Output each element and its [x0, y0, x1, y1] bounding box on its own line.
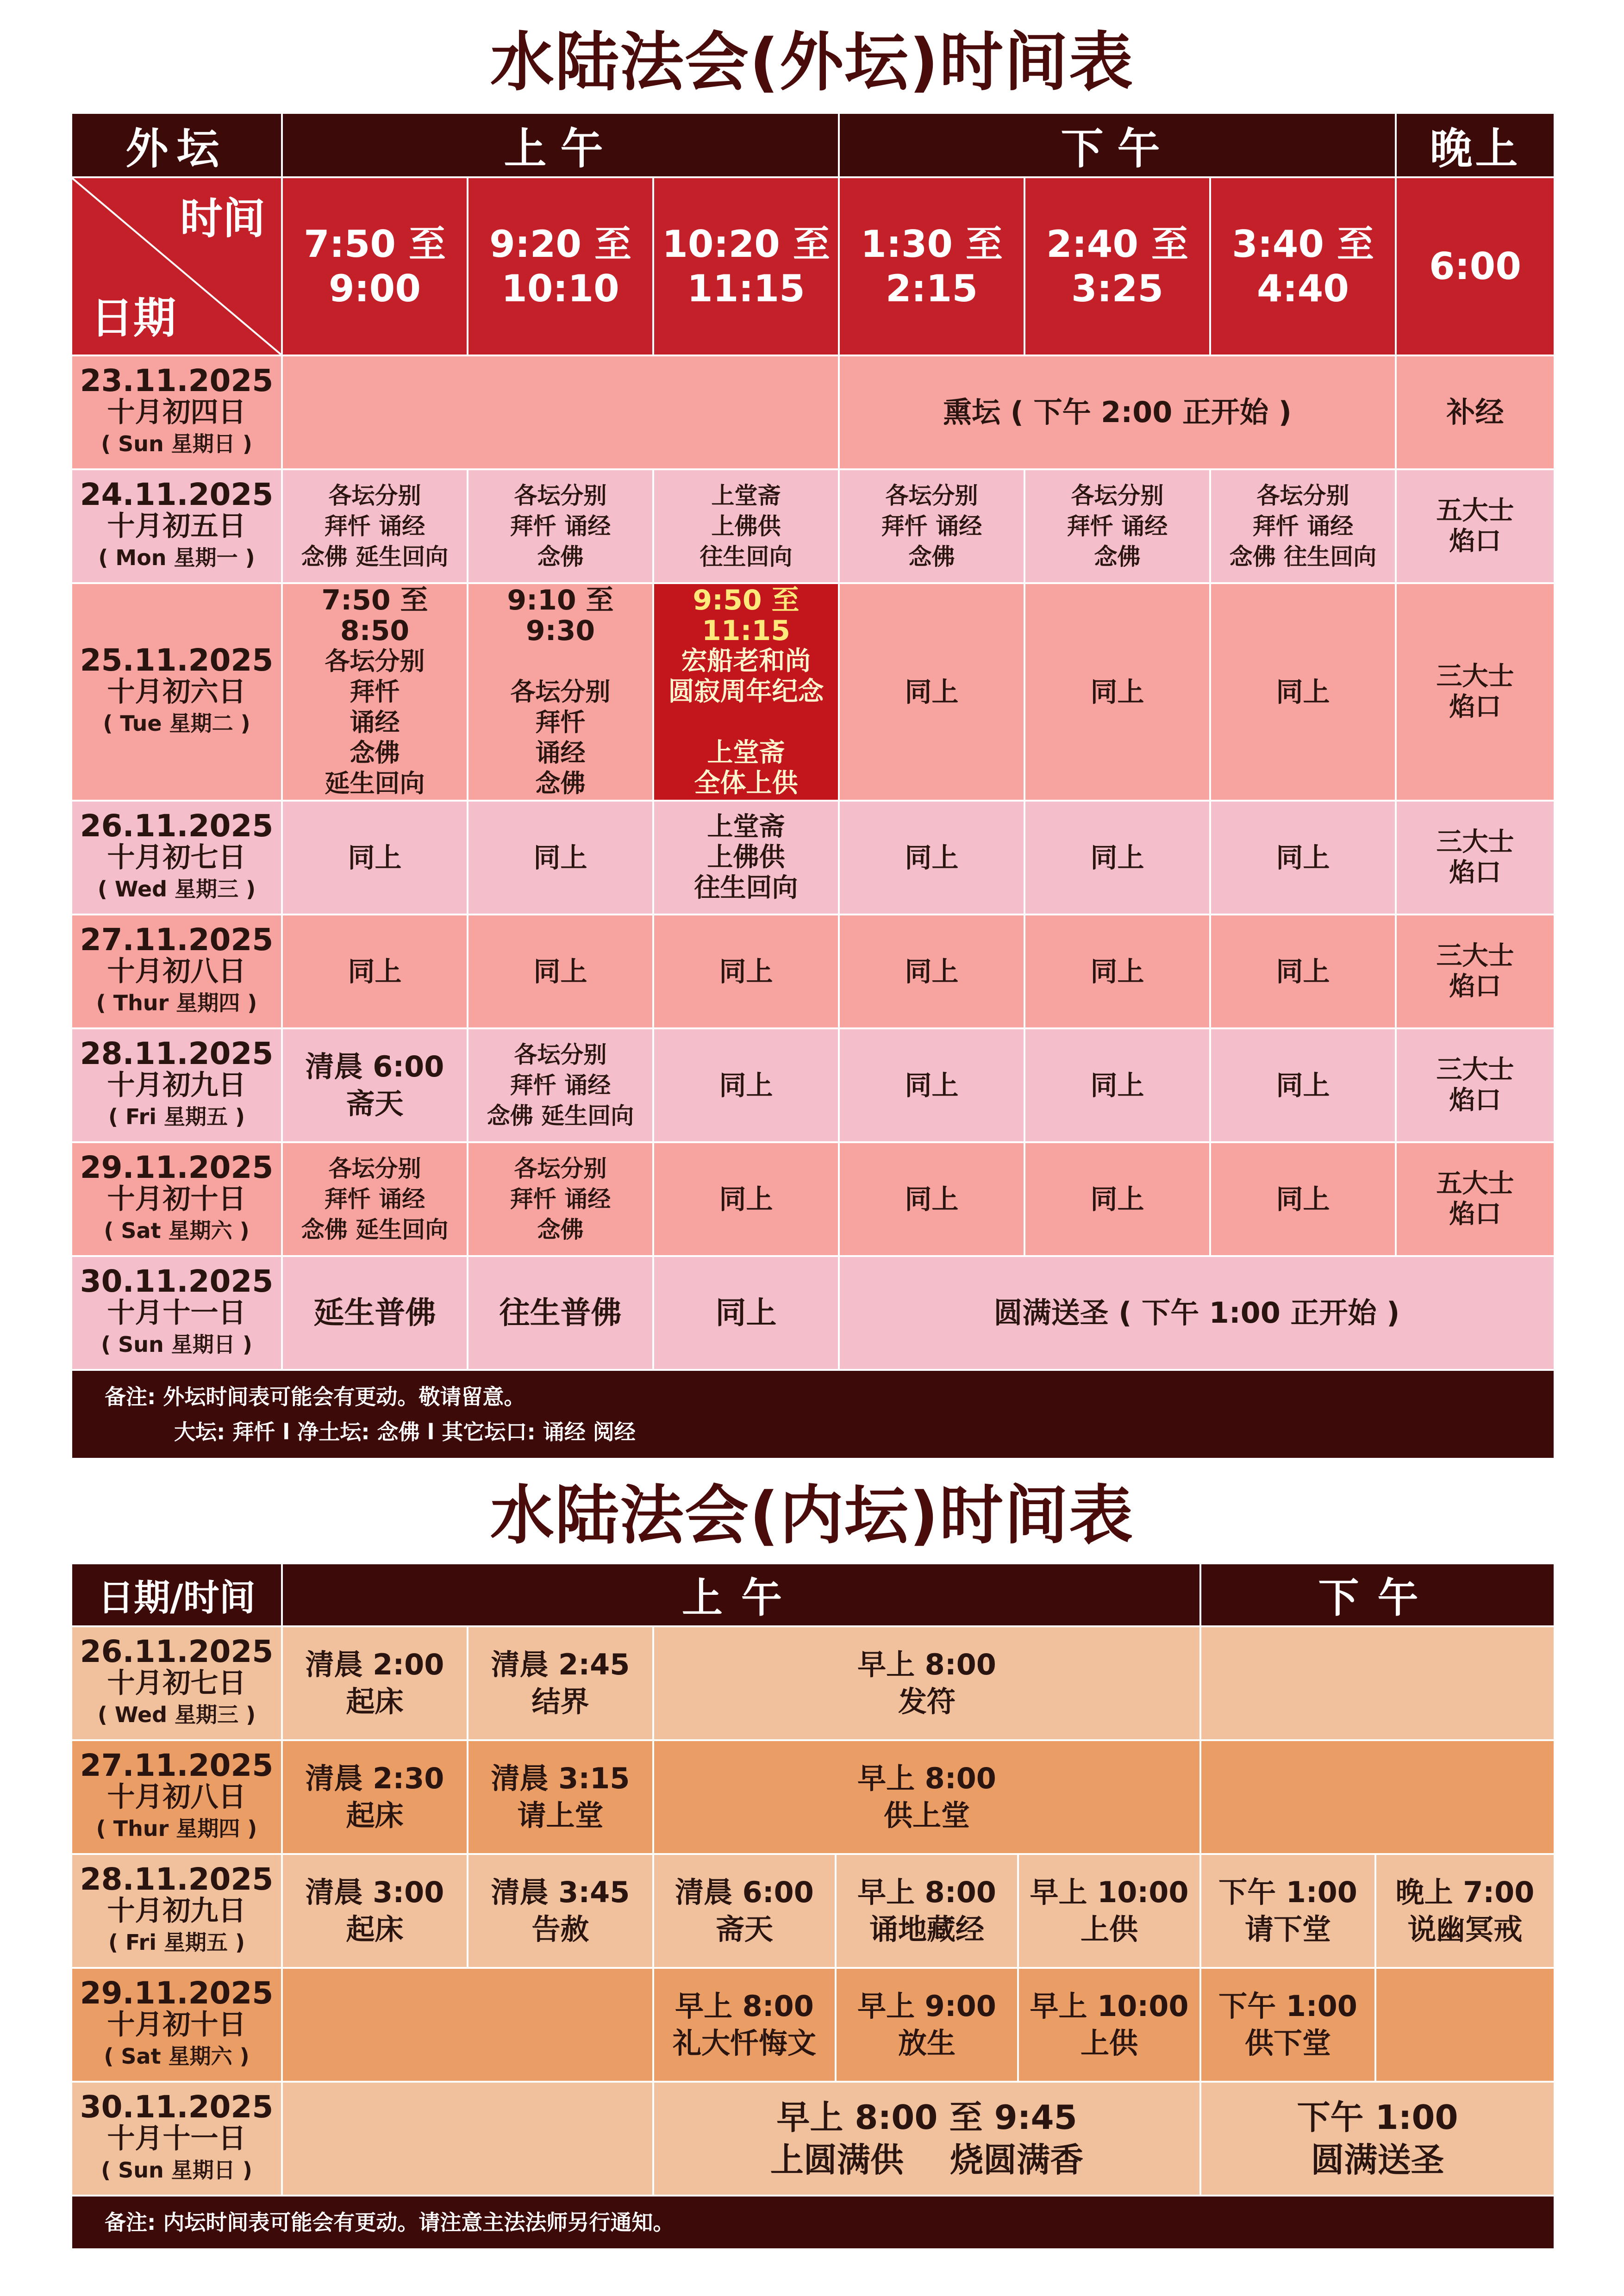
cell-line: 各坛分别: [510, 677, 611, 706]
date-weekday: ( Thur 星期四 ): [96, 1816, 257, 1841]
time-slot-evening: [1396, 177, 1555, 355]
date-cell: [71, 1142, 282, 1256]
note-line: 备注: 外坛时间表可能会有更动。敬请留意。: [105, 1384, 525, 1409]
header-afternoon: 下午: [839, 113, 1396, 177]
date-gregorian: 29.11.2025: [80, 1975, 274, 2011]
date-gregorian: 27.11.2025: [80, 922, 274, 958]
date-lunar: 十月初九日: [107, 1069, 246, 1101]
cell-line: 焰口: [1449, 1199, 1501, 1229]
time-slot-from: 6:00: [1429, 244, 1521, 288]
date-weekday: ( Tue 星期二 ): [103, 711, 250, 736]
cell-line: 拜忏: [535, 708, 586, 737]
schedule-cell: 同上: [1210, 801, 1396, 915]
date-lunar: 十月十一日: [107, 2122, 246, 2155]
date-weekday: ( Mon 星期一 ): [98, 545, 255, 570]
cell-line: 早上 9:00: [857, 1989, 996, 2023]
schedule-cell: 同上: [468, 801, 653, 915]
time-date-corner: [71, 177, 282, 355]
schedule-cell: [1200, 1854, 1375, 1968]
empty-cell: [282, 355, 839, 469]
cell-line: 发符: [898, 1685, 956, 1718]
schedule-cell: 同上: [282, 801, 468, 915]
time-slot-from: 7:50 至: [304, 222, 446, 266]
cell-line: 念佛 延生回向: [301, 1216, 449, 1243]
cell-line: 诵经: [350, 708, 400, 737]
schedule-cell: [468, 469, 653, 583]
cell-line: 清晨 6:00: [675, 1875, 814, 1909]
cell-line: 各坛分别: [1256, 482, 1349, 509]
schedule-cell: [836, 1968, 1018, 2082]
empty-cell: [1200, 1740, 1555, 1854]
date-gregorian: 29.11.2025: [80, 1150, 274, 1185]
schedule-cell: 同上: [653, 1256, 839, 1370]
schedule-cell: [1200, 1968, 1375, 2082]
schedule-cell: [1396, 1142, 1555, 1256]
date-cell: [71, 801, 282, 915]
schedule-cell: 同上: [1024, 915, 1210, 1028]
cell-line: 圆寂周年纪念: [668, 677, 824, 707]
schedule-cell: [282, 1142, 468, 1256]
date-lunar: 十月初八日: [107, 1781, 246, 1813]
cell-line: 焰口: [1449, 1085, 1501, 1115]
cell-line: 延生回向: [325, 769, 425, 798]
schedule-cell: [1396, 583, 1555, 801]
schedule-cell: 同上: [1024, 1142, 1210, 1256]
date-cell: [71, 1028, 282, 1142]
cell-line: 下午 1:00: [1218, 1989, 1357, 2023]
schedule-cell: [468, 1028, 653, 1142]
cell-line: 往生回向: [694, 873, 798, 903]
schedule-cell: [1210, 469, 1396, 583]
outer-schedule-title: 水陆法会(外坛)时间表: [490, 25, 1134, 100]
schedule-cell: [653, 1740, 1200, 1854]
cell-line: 念佛: [350, 738, 400, 767]
date-cell: [71, 2082, 282, 2196]
schedule-cell: [468, 1854, 653, 1968]
date-lunar: 十月初十日: [107, 1183, 246, 1215]
cell-line: 诵地藏经: [869, 1912, 984, 1946]
schedule-cell: [1024, 469, 1210, 583]
schedule-cell: [839, 469, 1024, 583]
empty-cell: [1375, 1968, 1555, 2082]
date-weekday: ( Sun 星期日 ): [101, 1332, 252, 1357]
cell-line: 各坛分别: [514, 1155, 607, 1182]
schedule-cell: 同上: [653, 1142, 839, 1256]
time-slot-to: 3:25: [1071, 267, 1163, 310]
cell-line: 早上 8:00: [857, 1761, 996, 1795]
date-gregorian: 26.11.2025: [80, 1634, 274, 1669]
date-gregorian: 28.11.2025: [80, 1036, 274, 1071]
date-lunar: 十月初八日: [107, 955, 246, 988]
cell-line: 三大士: [1436, 827, 1514, 857]
schedule-cell: [468, 1740, 653, 1854]
date-weekday: ( Sun 星期日 ): [101, 431, 252, 456]
date-cell: [71, 1968, 282, 2082]
cell-line: 结界: [531, 1685, 589, 1718]
cell-line: 各坛分别: [514, 1041, 607, 1068]
schedule-cell: 同上: [653, 1028, 839, 1142]
cell-line: 请下堂: [1245, 1912, 1331, 1946]
cell-line: 念佛: [1094, 543, 1141, 570]
date-lunar: 十月初七日: [107, 841, 246, 874]
inner-header-date-time: 日期/时间: [71, 1563, 282, 1626]
cell-line: 说幽冥戒: [1407, 1912, 1523, 1946]
date-cell: [71, 583, 282, 801]
cell-line: 清晨 2:30: [305, 1761, 444, 1795]
inner-schedule-note: 备注: 内坛时间表可能会有更动。请注意主法法师另行通知。: [71, 2196, 1555, 2249]
time-slot: [1024, 177, 1210, 355]
cell-line: 起床: [346, 1685, 404, 1718]
time-slot-to: 4:40: [1257, 267, 1349, 310]
cell-line: 清晨 2:00: [305, 1648, 444, 1681]
date-lunar: 十月初七日: [107, 1667, 246, 1699]
schedule-cell: 同上: [839, 1028, 1024, 1142]
cell-line: 三大士: [1436, 661, 1514, 691]
cell-line: 供上堂: [884, 1798, 970, 1832]
time-slot-from: 3:40 至: [1232, 222, 1374, 266]
outer-schedule-note: [71, 1370, 1555, 1459]
schedule-cell: [1018, 1854, 1200, 1968]
cell-line: 上佛供: [711, 513, 781, 540]
cell-line: 三大士: [1436, 941, 1514, 971]
inner-header-morning: 上午: [282, 1563, 1200, 1626]
date-weekday: ( Fri 星期五 ): [108, 1930, 245, 1955]
cell-line: 9:50 至 11:15: [693, 584, 800, 647]
schedule-cell: 熏坛 ( 下午 2:00 正开始 ): [839, 355, 1396, 469]
cell-line: 念佛 往生回向: [1229, 543, 1377, 570]
cell-line: 供下堂: [1245, 2026, 1331, 2060]
cell-line: 各坛分别: [1071, 482, 1164, 509]
inner-header-afternoon: 下午: [1200, 1563, 1555, 1626]
schedule-cell: [836, 1854, 1018, 1968]
cell-line: 三大士: [1436, 1055, 1514, 1085]
cell-line: 各坛分别: [328, 1155, 421, 1182]
schedule-cell: [282, 1854, 468, 1968]
cell-line: 早上 8:00: [675, 1989, 814, 2023]
date-lunar: 十月十一日: [107, 1297, 246, 1329]
cell-line: 全体上供: [694, 768, 798, 798]
cell-line: 礼大忏悔文: [672, 2026, 816, 2060]
date-weekday: ( Sat 星期六 ): [104, 1218, 250, 1243]
cell-line: 焰口: [1449, 858, 1501, 888]
schedule-cell: [653, 2082, 1200, 2196]
date-weekday: ( Wed 星期三 ): [97, 877, 256, 902]
cell-line: 各坛分别: [325, 647, 425, 676]
cell-line: 上供: [1081, 2026, 1138, 2060]
cell-line: 上堂斋: [707, 738, 785, 768]
cell-line: 念佛 延生回向: [301, 543, 449, 570]
cell-line: 下午 1:00: [1218, 1875, 1357, 1909]
schedule-cell: 同上: [653, 915, 839, 1028]
schedule-cell: 同上: [839, 583, 1024, 801]
time-slot-from: 9:20 至: [489, 222, 631, 266]
cell-line: 请上堂: [517, 1798, 604, 1832]
time-slot-to: 11:15: [687, 267, 805, 310]
schedule-cell: [468, 1626, 653, 1740]
schedule-cell: 同上: [1210, 915, 1396, 1028]
cell-line: 上佛供: [707, 842, 785, 872]
cell-line: [468, 646, 652, 677]
date-weekday: ( Thur 星期四 ): [96, 990, 257, 1015]
cell-line: 放生: [898, 2026, 956, 2060]
schedule-cell: 同上: [839, 915, 1024, 1028]
date-lunar: 十月初九日: [107, 1895, 246, 1927]
date-cell: [71, 1854, 282, 1968]
cell-line: 往生回向: [700, 543, 793, 570]
date-gregorian: 23.11.2025: [80, 363, 274, 398]
cell-line: 斋天: [346, 1087, 404, 1120]
date-weekday: ( Sun 星期日 ): [101, 2158, 252, 2183]
header-morning: 上午: [282, 113, 839, 177]
time-slot: [1210, 177, 1396, 355]
outer-schedule-table: [70, 112, 1555, 1460]
date-gregorian: 27.11.2025: [80, 1748, 274, 1783]
schedule-cell: 同上: [468, 915, 653, 1028]
cell-line: 念佛: [537, 1216, 584, 1243]
time-slot-to: 10:10: [501, 267, 619, 310]
schedule-cell: [1396, 801, 1555, 915]
schedule-cell: 同上: [839, 1142, 1024, 1256]
schedule-cell: 延生普佛: [282, 1256, 468, 1370]
date-gregorian: 26.11.2025: [80, 808, 274, 844]
time-slot-from: 2:40 至: [1046, 222, 1188, 266]
date-weekday: ( Sat 星期六 ): [104, 2044, 250, 2069]
cell-line: 五大士: [1436, 1169, 1514, 1199]
date-cell: [71, 1740, 282, 1854]
cell-line: 拜忏 诵经: [881, 513, 982, 540]
header-evening: 晚上: [1396, 113, 1555, 177]
schedule-cell: [1396, 469, 1555, 583]
header-outer-altar: 外坛: [71, 113, 282, 177]
date-gregorian: 24.11.2025: [80, 477, 274, 512]
date-lunar: 十月初五日: [107, 510, 246, 542]
cell-line: 各坛分别: [514, 482, 607, 509]
cell-line: 起床: [346, 1798, 404, 1832]
cell-line: 上圆满供 烧圆满香: [770, 2140, 1084, 2179]
schedule-cell: [1396, 1028, 1555, 1142]
schedule-cell: 补经: [1396, 355, 1555, 469]
cell-line: 上供: [1081, 1912, 1138, 1946]
schedule-cell: 圆满送圣 ( 下午 1:00 正开始 ): [839, 1256, 1555, 1370]
cell-line: 斋天: [715, 1912, 773, 1946]
cell-line: 清晨 3:15: [491, 1761, 630, 1795]
schedule-cell: [282, 583, 468, 801]
inner-schedule-table: [70, 1562, 1555, 2250]
date-cell: [71, 469, 282, 583]
cell-line: 宏船老和尚: [681, 646, 811, 676]
cell-line: 诵经: [535, 738, 586, 767]
time-slot-from: 1:30 至: [861, 222, 1003, 266]
cell-line: 清晨 3:45: [491, 1875, 630, 1909]
cell-line: 上堂斋: [711, 482, 781, 509]
cell-line: 拜忏 诵经: [510, 513, 611, 540]
schedule-cell: 同上: [282, 915, 468, 1028]
schedule-cell: [468, 583, 653, 801]
empty-cell: [282, 1968, 653, 2082]
cell-line: 各坛分别: [328, 482, 421, 509]
cell-line: 念佛: [535, 769, 586, 798]
schedule-cell: [282, 469, 468, 583]
cell-line: 9:10 至 9:30: [507, 584, 614, 647]
date-gregorian: 25.11.2025: [80, 642, 274, 678]
cell-line: 早上 8:00: [857, 1875, 996, 1909]
schedule-cell: [1018, 1968, 1200, 2082]
corner-time-label: 时间: [180, 194, 265, 243]
empty-cell: [1200, 1626, 1555, 1740]
schedule-cell: 同上: [1024, 583, 1210, 801]
cell-line: 拜忏 诵经: [1067, 513, 1168, 540]
schedule-cell: [282, 1626, 468, 1740]
date-cell: [71, 1256, 282, 1370]
date-cell: [71, 355, 282, 469]
cell-line: 念佛: [537, 543, 584, 570]
date-weekday: ( Fri 星期五 ): [108, 1104, 245, 1129]
cell-line: 清晨 3:00: [305, 1875, 444, 1909]
date-cell: [71, 1626, 282, 1740]
cell-line: 晚上 7:00: [1395, 1875, 1535, 1909]
cell-line: 7:50 至 8:50: [321, 584, 428, 647]
cell-line: 拜忏 诵经: [510, 1186, 611, 1213]
cell-line: 圆满送圣: [1311, 2140, 1444, 2179]
cell-line: 五大士: [1436, 496, 1514, 526]
schedule-cell: 往生普佛: [468, 1256, 653, 1370]
cell-line: 念佛: [908, 543, 955, 570]
schedule-cell: 同上: [1210, 1142, 1396, 1256]
schedule-cell: 同上: [1024, 801, 1210, 915]
note-line: 大坛: 拜忏 l 净土坛: 念佛 l 其它坛口: 诵经 阅经: [174, 1419, 636, 1444]
date-weekday: ( Wed 星期三 ): [97, 1702, 256, 1727]
cell-line: [654, 707, 838, 738]
cell-line: 焰口: [1449, 971, 1501, 1002]
schedule-cell: [653, 1968, 836, 2082]
schedule-cell: [282, 1028, 468, 1142]
schedule-cell: 同上: [1210, 1028, 1396, 1142]
cell-line: 拜忏 诵经: [510, 1072, 611, 1099]
cell-line: 起床: [346, 1912, 404, 1946]
time-slot-to: 2:15: [886, 267, 978, 310]
schedule-cell: 同上: [1024, 1028, 1210, 1142]
cell-line: 拜忏 诵经: [324, 1186, 425, 1213]
cell-line: 早上 10:00: [1030, 1989, 1189, 2023]
date-cell: [71, 915, 282, 1028]
schedule-cell: [653, 1854, 836, 1968]
cell-line: 焰口: [1449, 526, 1501, 556]
cell-line: 拜忏 诵经: [324, 513, 425, 540]
cell-line: 拜忏 诵经: [1252, 513, 1354, 540]
time-slot: [468, 177, 653, 355]
schedule-cell: [282, 1740, 468, 1854]
corner-date-label: 日期: [91, 293, 176, 343]
cell-line: 上堂斋: [707, 812, 785, 842]
empty-cell: [282, 2082, 653, 2196]
schedule-cell: [653, 469, 839, 583]
schedule-cell: [653, 1626, 1200, 1740]
schedule-cell: [468, 1142, 653, 1256]
time-slot-from: 10:20 至: [662, 222, 830, 266]
cell-line: 清晨 6:00: [305, 1050, 444, 1083]
schedule-cell: [1375, 1854, 1555, 1968]
cell-line: 早上 10:00: [1030, 1875, 1189, 1909]
date-gregorian: 30.11.2025: [80, 1263, 274, 1299]
date-gregorian: 28.11.2025: [80, 1861, 274, 1897]
inner-schedule-title: 水陆法会(内坛)时间表: [490, 1478, 1134, 1553]
cell-line: 念佛 延生回向: [487, 1102, 634, 1129]
schedule-cell: 同上: [1210, 583, 1396, 801]
cell-line: 拜忏: [350, 677, 400, 706]
time-slot-to: 9:00: [329, 267, 421, 310]
cell-line: 早上 8:00 至 9:45: [776, 2098, 1077, 2137]
time-slot: [653, 177, 839, 355]
cell-line: 各坛分别: [885, 482, 978, 509]
schedule-cell: [653, 801, 839, 915]
cell-line: 告赦: [531, 1912, 589, 1946]
time-slot: [839, 177, 1024, 355]
date-lunar: 十月初十日: [107, 2009, 246, 2041]
cell-line: 清晨 2:45: [491, 1648, 630, 1681]
date-lunar: 十月初六日: [107, 676, 246, 708]
time-slot: [282, 177, 468, 355]
cell-line: 早上 8:00: [857, 1648, 996, 1681]
schedule-cell: 同上: [839, 801, 1024, 915]
cell-line: 下午 1:00: [1297, 2098, 1458, 2137]
cell-line: 焰口: [1449, 692, 1501, 722]
memorial-highlight-cell: [653, 583, 839, 801]
schedule-cell: [1200, 2082, 1555, 2196]
date-lunar: 十月初四日: [107, 396, 246, 429]
schedule-cell: [1396, 915, 1555, 1028]
date-gregorian: 30.11.2025: [80, 2089, 274, 2125]
